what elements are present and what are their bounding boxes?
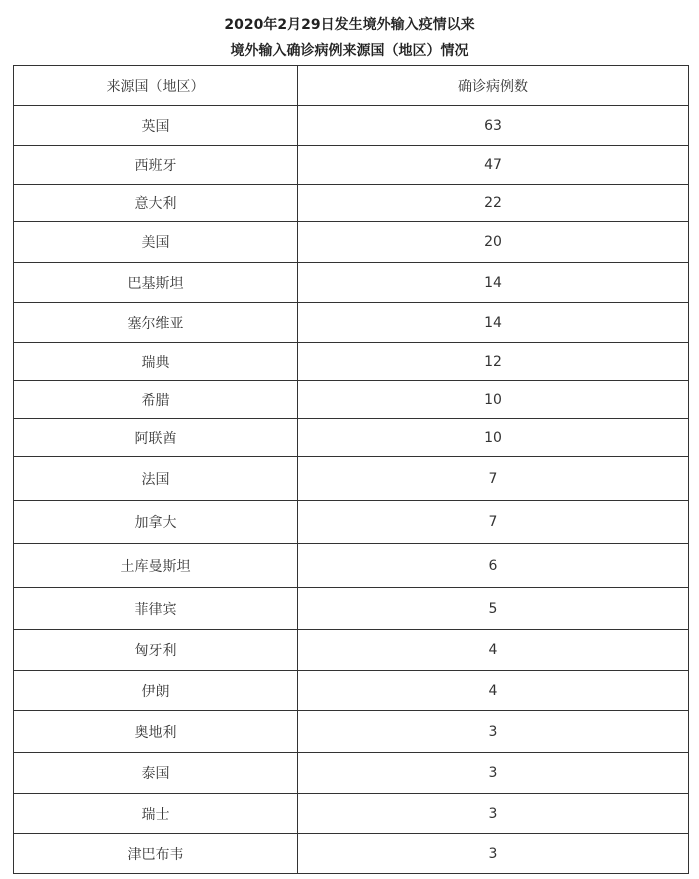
table-row xyxy=(14,263,689,303)
count-cell: 7 xyxy=(298,457,689,501)
table-row xyxy=(14,419,689,457)
table-row xyxy=(14,544,689,588)
country-cell: 伊朗 xyxy=(14,671,298,711)
table-row xyxy=(14,834,689,874)
table-row xyxy=(14,343,689,381)
country-cell: 法国 xyxy=(14,457,298,501)
country-cell: 匈牙利 xyxy=(14,630,298,671)
count-cell: 3 xyxy=(298,834,689,874)
count-cell: 4 xyxy=(298,671,689,711)
count-cell: 22 xyxy=(298,185,689,222)
title-block xyxy=(0,0,699,64)
country-cell: 塞尔维亚 xyxy=(14,303,298,343)
count-cell: 47 xyxy=(298,146,689,185)
country-cell: 奥地利 xyxy=(14,711,298,753)
table-row xyxy=(14,588,689,630)
header-source-country: 来源国（地区） xyxy=(14,66,298,106)
table-row xyxy=(14,146,689,185)
country-cell: 瑞士 xyxy=(14,794,298,834)
count-cell: 4 xyxy=(298,630,689,671)
table-row xyxy=(14,457,689,501)
country-cell: 英国 xyxy=(14,106,298,146)
table-row xyxy=(14,711,689,753)
table-row xyxy=(14,185,689,222)
table-row xyxy=(14,222,689,263)
country-cell: 阿联酋 xyxy=(14,419,298,457)
country-cell: 瑞典 xyxy=(14,343,298,381)
count-cell: 14 xyxy=(298,303,689,343)
country-cell: 加拿大 xyxy=(14,501,298,544)
table-row xyxy=(14,381,689,419)
table-row xyxy=(14,501,689,544)
country-cell: 意大利 xyxy=(14,185,298,222)
country-cell: 美国 xyxy=(14,222,298,263)
page-title: 2020年2月29日发生境外输入疫情以来 xyxy=(224,17,475,33)
table-row xyxy=(14,671,689,711)
count-cell: 63 xyxy=(298,106,689,146)
count-cell: 3 xyxy=(298,794,689,834)
count-cell: 3 xyxy=(298,711,689,753)
count-cell: 14 xyxy=(298,263,689,303)
country-cell: 菲律宾 xyxy=(14,588,298,630)
country-cell: 泰国 xyxy=(14,753,298,794)
country-cell: 土库曼斯坦 xyxy=(14,544,298,588)
country-cell: 希腊 xyxy=(14,381,298,419)
count-cell: 12 xyxy=(298,343,689,381)
table-row xyxy=(14,303,689,343)
table-row xyxy=(14,794,689,834)
count-cell: 3 xyxy=(298,753,689,794)
count-cell: 10 xyxy=(298,419,689,457)
page-subtitle: 境外输入确诊病例来源国（地区）情况 xyxy=(230,43,469,59)
count-cell: 10 xyxy=(298,381,689,419)
table-row xyxy=(14,106,689,146)
country-cell: 巴基斯坦 xyxy=(14,263,298,303)
country-cell: 津巴布韦 xyxy=(14,834,298,874)
source-country-table-container xyxy=(13,65,688,874)
count-cell: 5 xyxy=(298,588,689,630)
header-case-count: 确诊病例数 xyxy=(298,66,689,106)
table-row xyxy=(14,630,689,671)
count-cell: 7 xyxy=(298,501,689,544)
source-country-table xyxy=(13,65,689,874)
table-row xyxy=(14,753,689,794)
country-cell: 西班牙 xyxy=(14,146,298,185)
table-header-row xyxy=(14,66,689,106)
count-cell: 20 xyxy=(298,222,689,263)
count-cell: 6 xyxy=(298,544,689,588)
